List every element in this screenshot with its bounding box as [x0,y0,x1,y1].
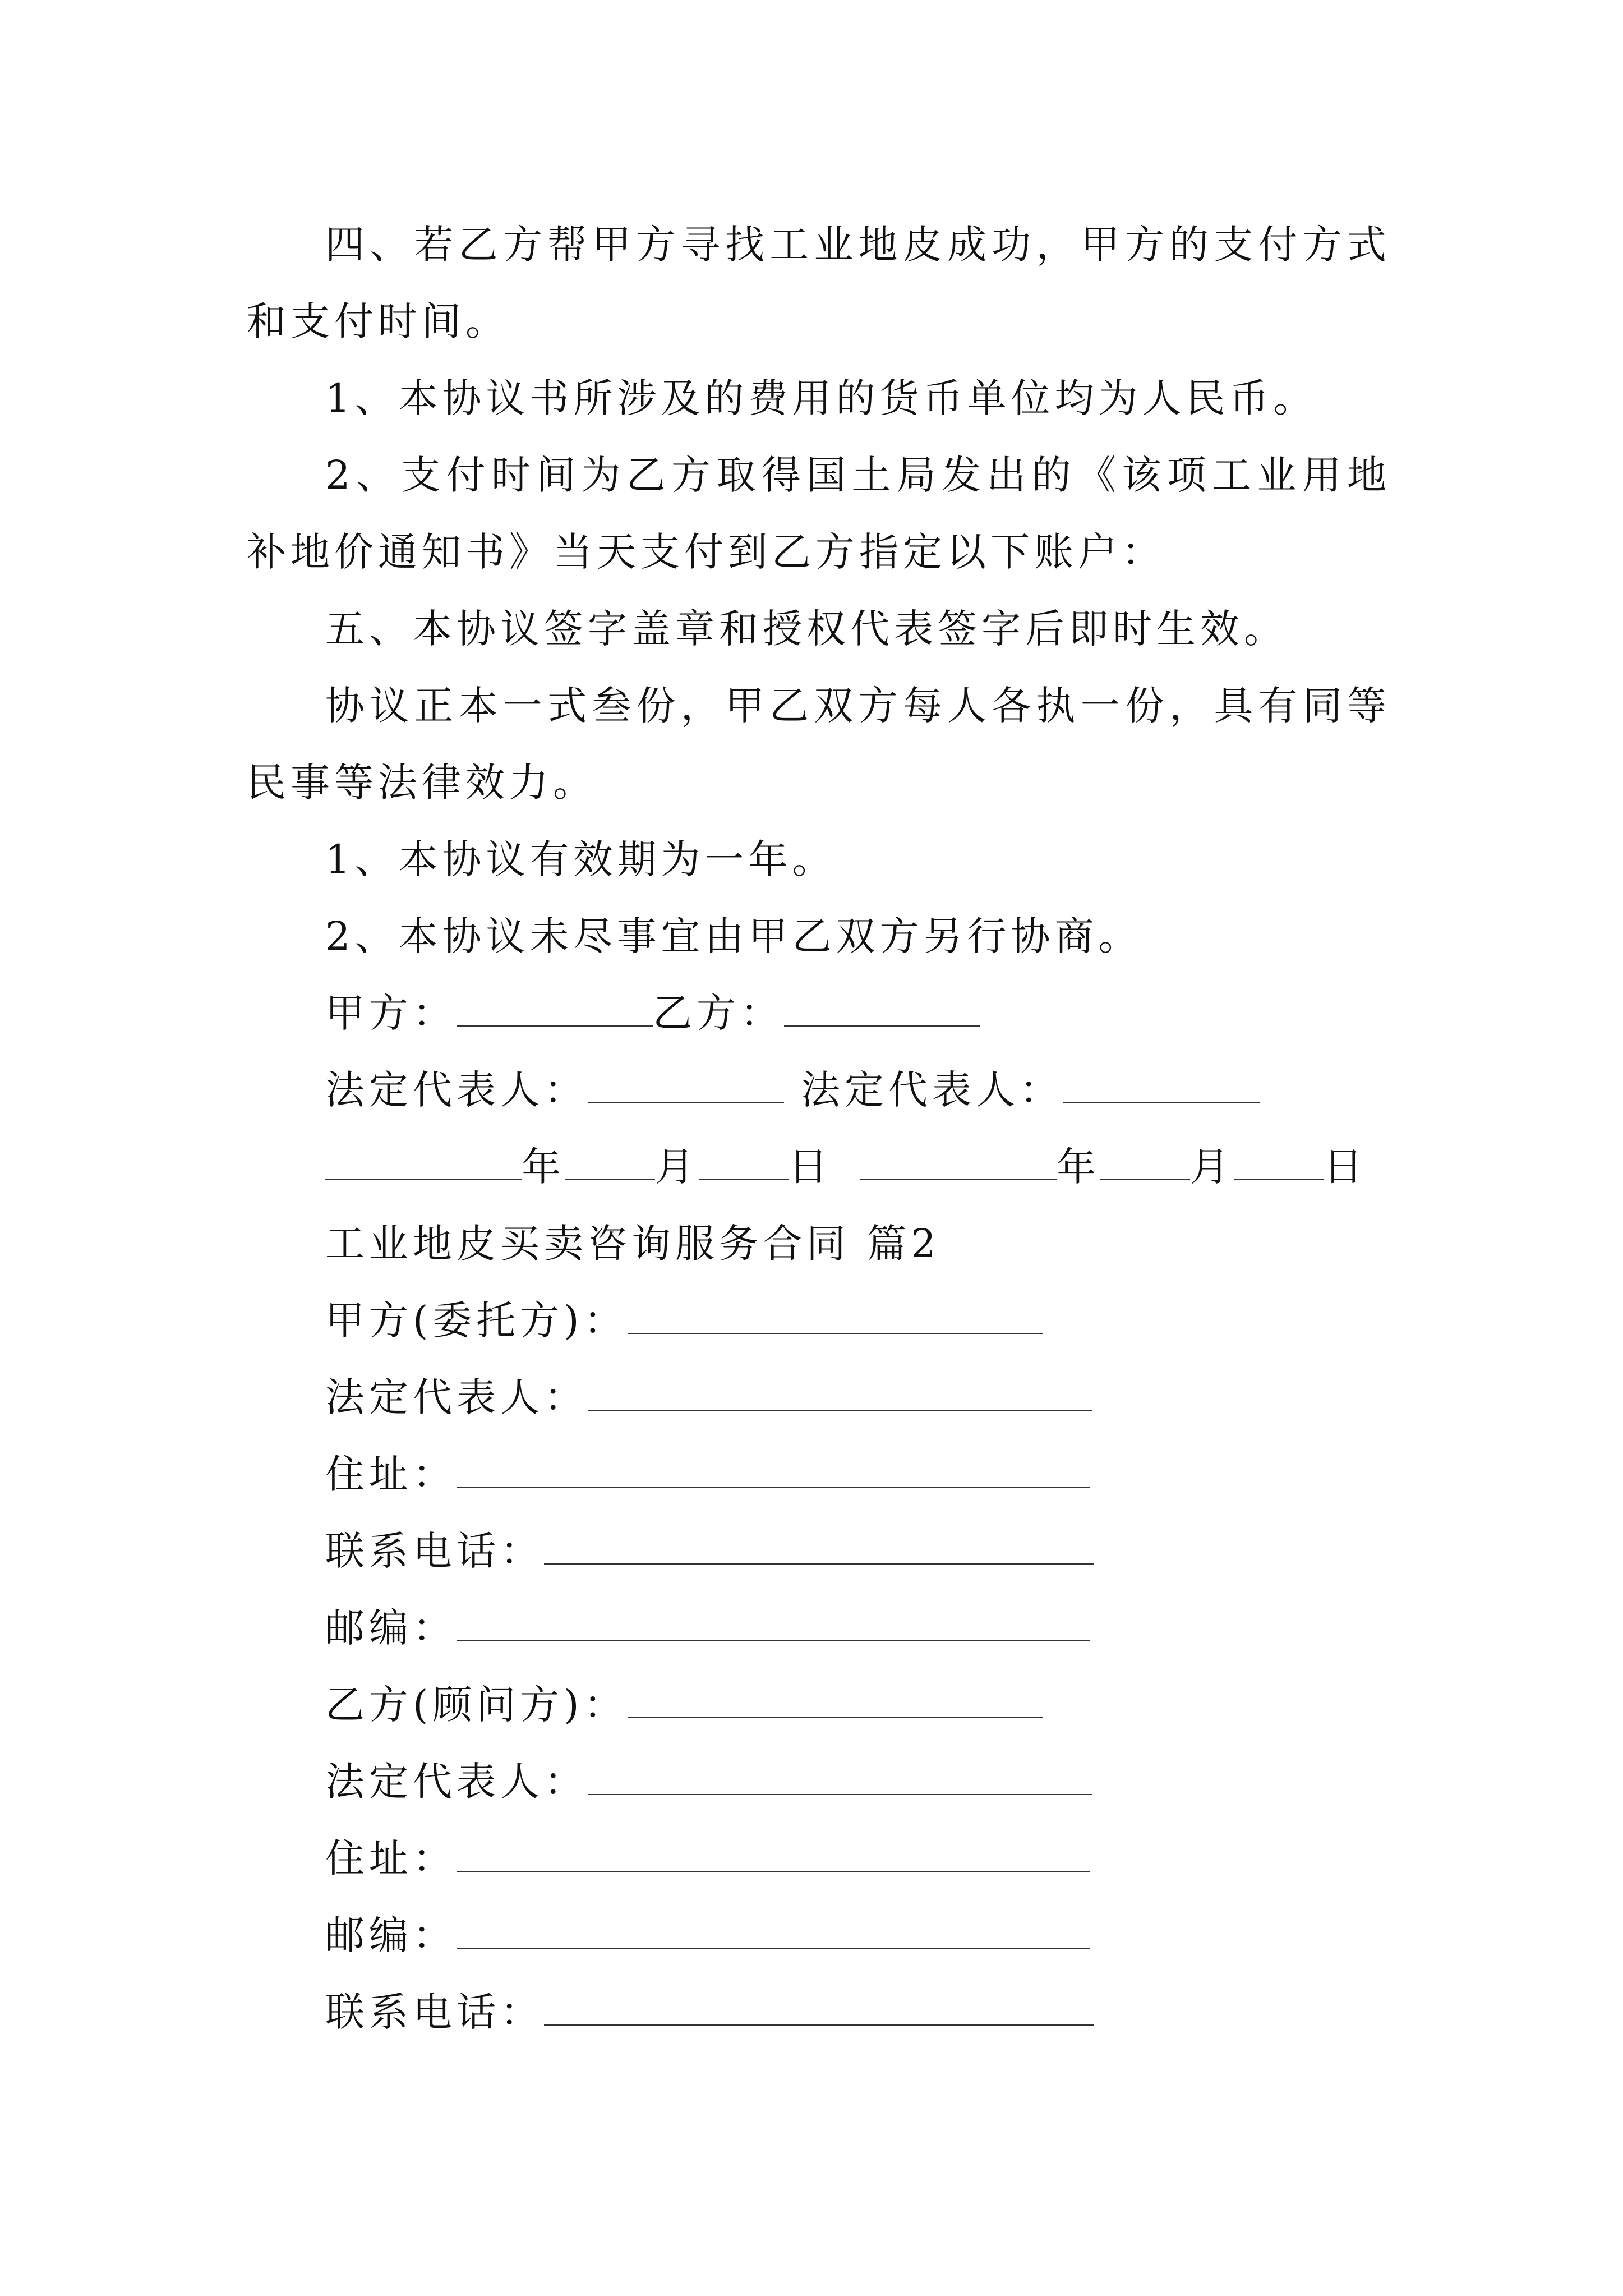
client-phone-row [247,1513,1391,1590]
party-a-label: 甲方： [325,990,457,1036]
consultant-party-field[interactable] [628,1682,1043,1718]
consultant-rep-field[interactable] [588,1759,1092,1795]
consultant-zip-label: 邮编： [325,1912,457,1958]
party-b-label: 乙方： [653,990,784,1036]
client-party-row [247,1282,1391,1359]
section-2-title-text: 工业地皮买卖咨询服务合同 篇2 [325,1221,940,1267]
consultant-address-label: 住址： [325,1835,457,1881]
date-a-month-label: 月 [655,1144,699,1190]
client-zip-label: 邮编： [325,1605,457,1651]
consultant-rep-row [247,1743,1391,1820]
client-rep-label: 法定代表人： [325,1374,588,1420]
rep-a-signature-blank[interactable] [588,1068,784,1103]
consultant-address-row [247,1820,1391,1897]
section-2-title [247,1205,1391,1282]
date-a-year-blank[interactable] [325,1144,522,1180]
date-b-month-blank[interactable] [1100,1144,1190,1180]
date-b-year-blank[interactable] [860,1144,1057,1180]
client-party-label: 甲方(委托方)： [325,1297,628,1343]
rep-b-signature-blank[interactable] [1063,1068,1260,1103]
date-a-year-label: 年 [522,1144,565,1190]
consultant-zip-field[interactable] [457,1913,1090,1949]
party-a-signature-blank[interactable] [457,991,653,1027]
clause-other-matters: 2、本协议未尽事宜由甲乙双方另行协商。 [325,913,1142,959]
consultant-zip-row [247,1897,1391,1974]
clause-five-effective: 五、本协议签字盖章和授权代表签字后即时生效。 [325,606,1288,652]
signature-reps-row [247,1052,1391,1129]
date-a-month-blank[interactable] [565,1144,655,1180]
party-b-signature-blank[interactable] [784,991,980,1027]
client-rep-row [247,1359,1391,1436]
consultant-rep-label: 法定代表人： [325,1759,588,1805]
signature-dates-row [247,1129,1391,1205]
date-b-year-label: 年 [1057,1144,1100,1190]
client-phone-label: 联系电话： [325,1528,544,1574]
consultant-phone-field[interactable] [544,1990,1094,2026]
client-address-label: 住址： [325,1451,457,1497]
consultant-party-row [247,1667,1391,1743]
clause-payment-time: 2、支付时间为乙方取得国土局发出的《该项工业用地补地价通知书》当天支付到乙方指定以下账户： [247,452,1391,575]
signature-parties-row [247,975,1391,1052]
client-zip-field[interactable] [457,1605,1090,1641]
clause-validity: 1、本协议有效期为一年。 [325,836,836,882]
document-body [247,206,1391,2051]
client-rep-field[interactable] [588,1375,1092,1411]
clause-four-payment: 四、若乙方帮甲方寻找工业地皮成功，甲方的支付方式和支付时间。 [247,222,1391,344]
client-party-field[interactable] [628,1298,1043,1334]
clause-copies: 协议正本一式叁份，甲乙双方每人各执一份，具有同等民事等法律效力。 [247,683,1391,806]
date-a-day-blank[interactable] [699,1144,789,1180]
client-address-field[interactable] [457,1452,1090,1488]
date-b-day-blank[interactable] [1234,1144,1324,1180]
rep-b-label: 法定代表人： [801,1067,1063,1113]
clause-currency: 1、本协议书所涉及的费用的货币单位均为人民币。 [325,375,1317,421]
date-b-month-label: 月 [1190,1144,1234,1190]
date-b-day-label: 日 [1324,1144,1367,1190]
consultant-phone-label: 联系电话： [325,1989,544,2035]
consultant-party-label: 乙方(顾问方)： [325,1682,628,1728]
client-address-row [247,1436,1391,1513]
consultant-phone-row [247,1974,1391,2051]
client-zip-row [247,1590,1391,1667]
date-a-day-label: 日 [789,1144,832,1190]
consultant-address-field[interactable] [457,1836,1090,1872]
client-phone-field[interactable] [544,1529,1094,1565]
rep-a-label: 法定代表人： [325,1067,588,1113]
